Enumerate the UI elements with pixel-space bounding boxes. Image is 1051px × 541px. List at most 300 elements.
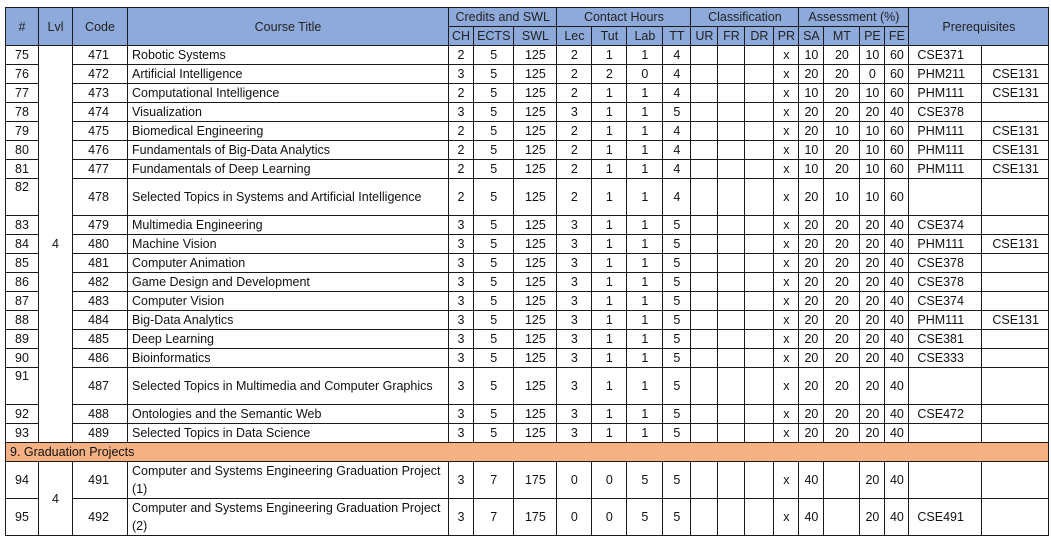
cell-pe: 20 xyxy=(860,103,885,122)
cell-sa: 20 xyxy=(799,122,824,141)
cell-pr: x xyxy=(774,368,799,405)
cell-lab: 1 xyxy=(627,216,663,235)
course-title: Selected Topics in Data Science xyxy=(128,424,449,443)
cell-lec: 3 xyxy=(557,424,592,443)
prerequisite-1: CSE333 xyxy=(909,349,982,368)
cell-fr xyxy=(718,273,745,292)
course-row xyxy=(6,349,1049,368)
cell-sa: 40 xyxy=(799,462,824,499)
cell-ch: 3 xyxy=(449,330,474,349)
prerequisite-1: CSE472 xyxy=(909,405,982,424)
cell-mt: 20 xyxy=(824,160,860,179)
cell-ects: 7 xyxy=(474,499,514,536)
cell-dr xyxy=(745,368,774,405)
course-title: Computer Animation xyxy=(128,254,449,273)
prerequisite-1: PHM111 xyxy=(909,84,982,103)
prerequisite-2: CSE131 xyxy=(982,311,1049,330)
cell-ur xyxy=(691,330,718,349)
cell-sa: 10 xyxy=(799,141,824,160)
header-prerequisites: Prerequisites xyxy=(909,8,1049,46)
cell-pe: 20 xyxy=(860,330,885,349)
cell-mt: 10 xyxy=(824,122,860,141)
cell-pr: x xyxy=(774,462,799,499)
course-row xyxy=(6,179,1049,216)
cell-mt: 20 xyxy=(824,349,860,368)
header-mt: MT xyxy=(824,27,860,46)
course-code: 485 xyxy=(73,330,128,349)
course-title: Computer Vision xyxy=(128,292,449,311)
cell-pr: x xyxy=(774,46,799,65)
cell-swl: 125 xyxy=(514,235,557,254)
cell-swl: 125 xyxy=(514,141,557,160)
cell-tut: 1 xyxy=(592,141,627,160)
cell-fr xyxy=(718,499,745,536)
cell-pe: 20 xyxy=(860,368,885,405)
cell-tut: 1 xyxy=(592,160,627,179)
cell-pe: 10 xyxy=(860,141,885,160)
cell-pe: 20 xyxy=(860,462,885,499)
cell-dr xyxy=(745,235,774,254)
prerequisite-1: PHM111 xyxy=(909,311,982,330)
cell-tt: 5 xyxy=(663,103,691,122)
cell-lec: 3 xyxy=(557,292,592,311)
cell-lab: 1 xyxy=(627,330,663,349)
row-number: 86 xyxy=(6,273,39,292)
cell-fr xyxy=(718,141,745,160)
cell-lec: 2 xyxy=(557,179,592,216)
cell-dr xyxy=(745,330,774,349)
cell-fr xyxy=(718,330,745,349)
cell-tut: 0 xyxy=(592,499,627,536)
cell-lec: 2 xyxy=(557,160,592,179)
cell-dr xyxy=(745,179,774,216)
cell-pe: 20 xyxy=(860,349,885,368)
course-title: Artificial Intelligence xyxy=(128,65,449,84)
cell-swl: 125 xyxy=(514,160,557,179)
cell-fe: 60 xyxy=(885,141,909,160)
header-tut: Tut xyxy=(592,27,627,46)
cell-ur xyxy=(691,160,718,179)
course-code: 473 xyxy=(73,84,128,103)
cell-tut: 1 xyxy=(592,122,627,141)
cell-ects: 5 xyxy=(474,254,514,273)
cell-pr: x xyxy=(774,424,799,443)
cell-ur xyxy=(691,499,718,536)
cell-ch: 3 xyxy=(449,292,474,311)
cell-dr xyxy=(745,254,774,273)
course-code: 480 xyxy=(73,235,128,254)
header-lab: Lab xyxy=(627,27,663,46)
prerequisite-1 xyxy=(909,368,982,405)
course-title: Fundamentals of Deep Learning xyxy=(128,160,449,179)
cell-dr xyxy=(745,103,774,122)
cell-fr xyxy=(718,349,745,368)
cell-sa: 20 xyxy=(799,311,824,330)
cell-fr xyxy=(718,216,745,235)
cell-sa: 20 xyxy=(799,330,824,349)
cell-tt: 5 xyxy=(663,424,691,443)
cell-lec: 0 xyxy=(557,462,592,499)
prerequisite-1: PHM111 xyxy=(909,122,982,141)
header-fe: FE xyxy=(885,27,909,46)
cell-ects: 5 xyxy=(474,330,514,349)
cell-pr: x xyxy=(774,65,799,84)
cell-pe: 20 xyxy=(860,216,885,235)
prerequisite-1: CSE378 xyxy=(909,273,982,292)
cell-tt: 4 xyxy=(663,122,691,141)
course-code: 481 xyxy=(73,254,128,273)
row-number: 87 xyxy=(6,292,39,311)
cell-ch: 3 xyxy=(449,499,474,536)
header-credits-swl: Credits and SWL xyxy=(449,8,557,27)
cell-dr xyxy=(745,349,774,368)
cell-tut: 0 xyxy=(592,462,627,499)
course-title: Computer and Systems Engineering Graduation Project (2) xyxy=(128,499,449,536)
cell-fe: 40 xyxy=(885,292,909,311)
cell-pr: x xyxy=(774,273,799,292)
cell-lec: 2 xyxy=(557,122,592,141)
cell-ur xyxy=(691,179,718,216)
cell-lab: 1 xyxy=(627,235,663,254)
cell-swl: 125 xyxy=(514,46,557,65)
cell-tt: 4 xyxy=(663,46,691,65)
cell-ch: 3 xyxy=(449,405,474,424)
cell-ch: 2 xyxy=(449,160,474,179)
course-group-graduation xyxy=(6,462,1049,536)
cell-dr xyxy=(745,216,774,235)
cell-lab: 1 xyxy=(627,254,663,273)
cell-tt: 5 xyxy=(663,330,691,349)
prerequisite-2 xyxy=(982,462,1049,499)
cell-tut: 1 xyxy=(592,330,627,349)
cell-ects: 5 xyxy=(474,103,514,122)
cell-fr xyxy=(718,405,745,424)
cell-fe: 40 xyxy=(885,330,909,349)
course-title: Big-Data Analytics xyxy=(128,311,449,330)
cell-lab: 1 xyxy=(627,141,663,160)
cell-tt: 4 xyxy=(663,160,691,179)
cell-ur xyxy=(691,65,718,84)
cell-pr: x xyxy=(774,349,799,368)
cell-pe: 10 xyxy=(860,160,885,179)
cell-ects: 5 xyxy=(474,46,514,65)
cell-sa: 20 xyxy=(799,179,824,216)
row-number: 76 xyxy=(6,65,39,84)
cell-tut: 1 xyxy=(592,254,627,273)
prerequisite-1: CSE374 xyxy=(909,292,982,311)
cell-tut: 1 xyxy=(592,46,627,65)
prerequisite-1 xyxy=(909,462,982,499)
cell-fr xyxy=(718,84,745,103)
cell-dr xyxy=(745,122,774,141)
course-row xyxy=(6,462,1049,499)
header-assessment: Assessment (%) xyxy=(799,8,909,27)
cell-tut: 1 xyxy=(592,311,627,330)
cell-ur xyxy=(691,462,718,499)
level-cell: 4 xyxy=(39,46,73,443)
header-swl: SWL xyxy=(514,27,557,46)
course-code: 487 xyxy=(73,368,128,405)
cell-ects: 7 xyxy=(474,462,514,499)
cell-lab: 1 xyxy=(627,424,663,443)
course-code: 488 xyxy=(73,405,128,424)
row-number: 91 xyxy=(6,368,39,405)
cell-ects: 5 xyxy=(474,141,514,160)
cell-tut: 1 xyxy=(592,235,627,254)
cell-ch: 2 xyxy=(449,141,474,160)
row-number: 95 xyxy=(6,499,39,536)
cell-lab: 1 xyxy=(627,46,663,65)
prerequisite-1: CSE371 xyxy=(909,46,982,65)
prerequisite-1 xyxy=(909,179,982,216)
cell-dr xyxy=(745,405,774,424)
cell-ur xyxy=(691,216,718,235)
course-title: Selected Topics in Systems and Artificial Intelligence xyxy=(128,179,449,216)
cell-sa: 20 xyxy=(799,424,824,443)
cell-fe: 40 xyxy=(885,368,909,405)
cell-lec: 3 xyxy=(557,216,592,235)
header-num: # xyxy=(6,8,39,46)
cell-ects: 5 xyxy=(474,122,514,141)
cell-fr xyxy=(718,160,745,179)
prerequisite-2: CSE131 xyxy=(982,84,1049,103)
cell-fe: 40 xyxy=(885,462,909,499)
course-title: Machine Vision xyxy=(128,235,449,254)
cell-swl: 125 xyxy=(514,103,557,122)
cell-fr xyxy=(718,254,745,273)
cell-tt: 5 xyxy=(663,292,691,311)
cell-ur xyxy=(691,103,718,122)
cell-tt: 5 xyxy=(663,254,691,273)
cell-dr xyxy=(745,292,774,311)
cell-swl: 125 xyxy=(514,179,557,216)
prerequisite-1: CSE491 xyxy=(909,499,982,536)
cell-ects: 5 xyxy=(474,311,514,330)
cell-fe: 60 xyxy=(885,46,909,65)
row-number: 82 xyxy=(6,179,39,216)
course-title: Fundamentals of Big-Data Analytics xyxy=(128,141,449,160)
cell-lec: 3 xyxy=(557,235,592,254)
course-row xyxy=(6,122,1049,141)
course-row xyxy=(6,84,1049,103)
cell-fe: 60 xyxy=(885,160,909,179)
cell-tt: 5 xyxy=(663,462,691,499)
cell-lec: 3 xyxy=(557,103,592,122)
prerequisite-1: CSE378 xyxy=(909,103,982,122)
course-row xyxy=(6,103,1049,122)
cell-pe: 20 xyxy=(860,254,885,273)
course-code: 492 xyxy=(73,499,128,536)
cell-swl: 125 xyxy=(514,122,557,141)
prerequisite-2 xyxy=(982,179,1049,216)
cell-tt: 5 xyxy=(663,311,691,330)
cell-tt: 5 xyxy=(663,273,691,292)
cell-ch: 2 xyxy=(449,84,474,103)
cell-ects: 5 xyxy=(474,273,514,292)
cell-ch: 3 xyxy=(449,235,474,254)
prerequisite-1: PHM211 xyxy=(909,65,982,84)
cell-dr xyxy=(745,46,774,65)
prerequisite-2 xyxy=(982,216,1049,235)
cell-mt: 20 xyxy=(824,65,860,84)
cell-lab: 1 xyxy=(627,273,663,292)
header-ch: CH xyxy=(449,27,474,46)
cell-tt: 5 xyxy=(663,349,691,368)
cell-lab: 1 xyxy=(627,405,663,424)
cell-ur xyxy=(691,84,718,103)
row-number: 89 xyxy=(6,330,39,349)
prerequisite-1: CSE374 xyxy=(909,216,982,235)
cell-ch: 3 xyxy=(449,462,474,499)
cell-ch: 3 xyxy=(449,254,474,273)
cell-swl: 125 xyxy=(514,311,557,330)
course-table xyxy=(5,7,1049,536)
cell-fr xyxy=(718,65,745,84)
cell-mt: 20 xyxy=(824,330,860,349)
cell-ch: 2 xyxy=(449,122,474,141)
cell-swl: 125 xyxy=(514,273,557,292)
cell-sa: 20 xyxy=(799,292,824,311)
row-number: 84 xyxy=(6,235,39,254)
course-code: 484 xyxy=(73,311,128,330)
cell-pr: x xyxy=(774,292,799,311)
cell-mt: 10 xyxy=(824,179,860,216)
cell-mt: 20 xyxy=(824,424,860,443)
cell-pr: x xyxy=(774,103,799,122)
cell-pr: x xyxy=(774,405,799,424)
course-code: 472 xyxy=(73,65,128,84)
cell-lab: 0 xyxy=(627,65,663,84)
prerequisite-2 xyxy=(982,273,1049,292)
course-row xyxy=(6,368,1049,405)
cell-pe: 10 xyxy=(860,179,885,216)
cell-fe: 60 xyxy=(885,179,909,216)
cell-lab: 1 xyxy=(627,179,663,216)
course-title: Selected Topics in Multimedia and Computer Graphics xyxy=(128,368,449,405)
cell-lec: 3 xyxy=(557,368,592,405)
cell-pr: x xyxy=(774,235,799,254)
header-tt: TT xyxy=(663,27,691,46)
prerequisite-2: CSE131 xyxy=(982,122,1049,141)
header-row-groups xyxy=(6,8,1049,27)
cell-mt: 20 xyxy=(824,311,860,330)
cell-tt: 4 xyxy=(663,179,691,216)
cell-ch: 3 xyxy=(449,273,474,292)
cell-swl: 125 xyxy=(514,216,557,235)
cell-tut: 1 xyxy=(592,216,627,235)
course-code: 478 xyxy=(73,179,128,216)
cell-fe: 40 xyxy=(885,216,909,235)
cell-pe: 20 xyxy=(860,273,885,292)
cell-ects: 5 xyxy=(474,65,514,84)
level-cell: 4 xyxy=(39,462,73,536)
cell-ur xyxy=(691,122,718,141)
header-contact-hours: Contact Hours xyxy=(557,8,691,27)
cell-lab: 1 xyxy=(627,84,663,103)
cell-pe: 20 xyxy=(860,424,885,443)
cell-ch: 3 xyxy=(449,349,474,368)
cell-ects: 5 xyxy=(474,216,514,235)
cell-pr: x xyxy=(774,160,799,179)
cell-mt: 20 xyxy=(824,368,860,405)
course-row xyxy=(6,330,1049,349)
cell-pr: x xyxy=(774,216,799,235)
cell-swl: 125 xyxy=(514,254,557,273)
course-code: 475 xyxy=(73,122,128,141)
cell-tut: 1 xyxy=(592,368,627,405)
cell-dr xyxy=(745,65,774,84)
row-number: 83 xyxy=(6,216,39,235)
prerequisite-1: PHM111 xyxy=(909,141,982,160)
course-group-level4 xyxy=(6,46,1049,443)
cell-tt: 5 xyxy=(663,368,691,405)
header-pe: PE xyxy=(860,27,885,46)
cell-mt xyxy=(824,499,860,536)
prerequisite-1 xyxy=(909,424,982,443)
cell-lab: 1 xyxy=(627,311,663,330)
header-ects: ECTS xyxy=(474,27,514,46)
prerequisite-1: PHM111 xyxy=(909,235,982,254)
course-row xyxy=(6,424,1049,443)
header-ur: UR xyxy=(691,27,718,46)
cell-sa: 20 xyxy=(799,216,824,235)
cell-swl: 125 xyxy=(514,368,557,405)
cell-tut: 1 xyxy=(592,273,627,292)
cell-mt: 20 xyxy=(824,103,860,122)
cell-pe: 20 xyxy=(860,235,885,254)
prerequisite-2 xyxy=(982,368,1049,405)
cell-fr xyxy=(718,235,745,254)
cell-tt: 4 xyxy=(663,141,691,160)
cell-ur xyxy=(691,424,718,443)
prerequisite-2 xyxy=(982,292,1049,311)
cell-fe: 40 xyxy=(885,424,909,443)
cell-pe: 20 xyxy=(860,311,885,330)
cell-fr xyxy=(718,424,745,443)
cell-ur xyxy=(691,368,718,405)
cell-pr: x xyxy=(774,330,799,349)
cell-ects: 5 xyxy=(474,405,514,424)
cell-fr xyxy=(718,179,745,216)
cell-lec: 2 xyxy=(557,141,592,160)
cell-pr: x xyxy=(774,122,799,141)
cell-ch: 3 xyxy=(449,65,474,84)
cell-dr xyxy=(745,84,774,103)
course-code: 489 xyxy=(73,424,128,443)
cell-dr xyxy=(745,273,774,292)
row-number: 93 xyxy=(6,424,39,443)
cell-ch: 2 xyxy=(449,179,474,216)
course-row xyxy=(6,311,1049,330)
header-course-title: Course Title xyxy=(128,8,449,46)
course-title: Ontologies and the Semantic Web xyxy=(128,405,449,424)
cell-pe: 20 xyxy=(860,499,885,536)
course-row xyxy=(6,46,1049,65)
course-title: Biomedical Engineering xyxy=(128,122,449,141)
cell-dr xyxy=(745,141,774,160)
cell-fe: 40 xyxy=(885,235,909,254)
cell-mt xyxy=(824,462,860,499)
cell-sa: 10 xyxy=(799,160,824,179)
cell-fr xyxy=(718,103,745,122)
prerequisite-1: CSE378 xyxy=(909,254,982,273)
cell-lab: 1 xyxy=(627,368,663,405)
cell-ur xyxy=(691,141,718,160)
cell-pe: 10 xyxy=(860,46,885,65)
cell-ects: 5 xyxy=(474,349,514,368)
prerequisite-2 xyxy=(982,424,1049,443)
cell-fe: 60 xyxy=(885,122,909,141)
